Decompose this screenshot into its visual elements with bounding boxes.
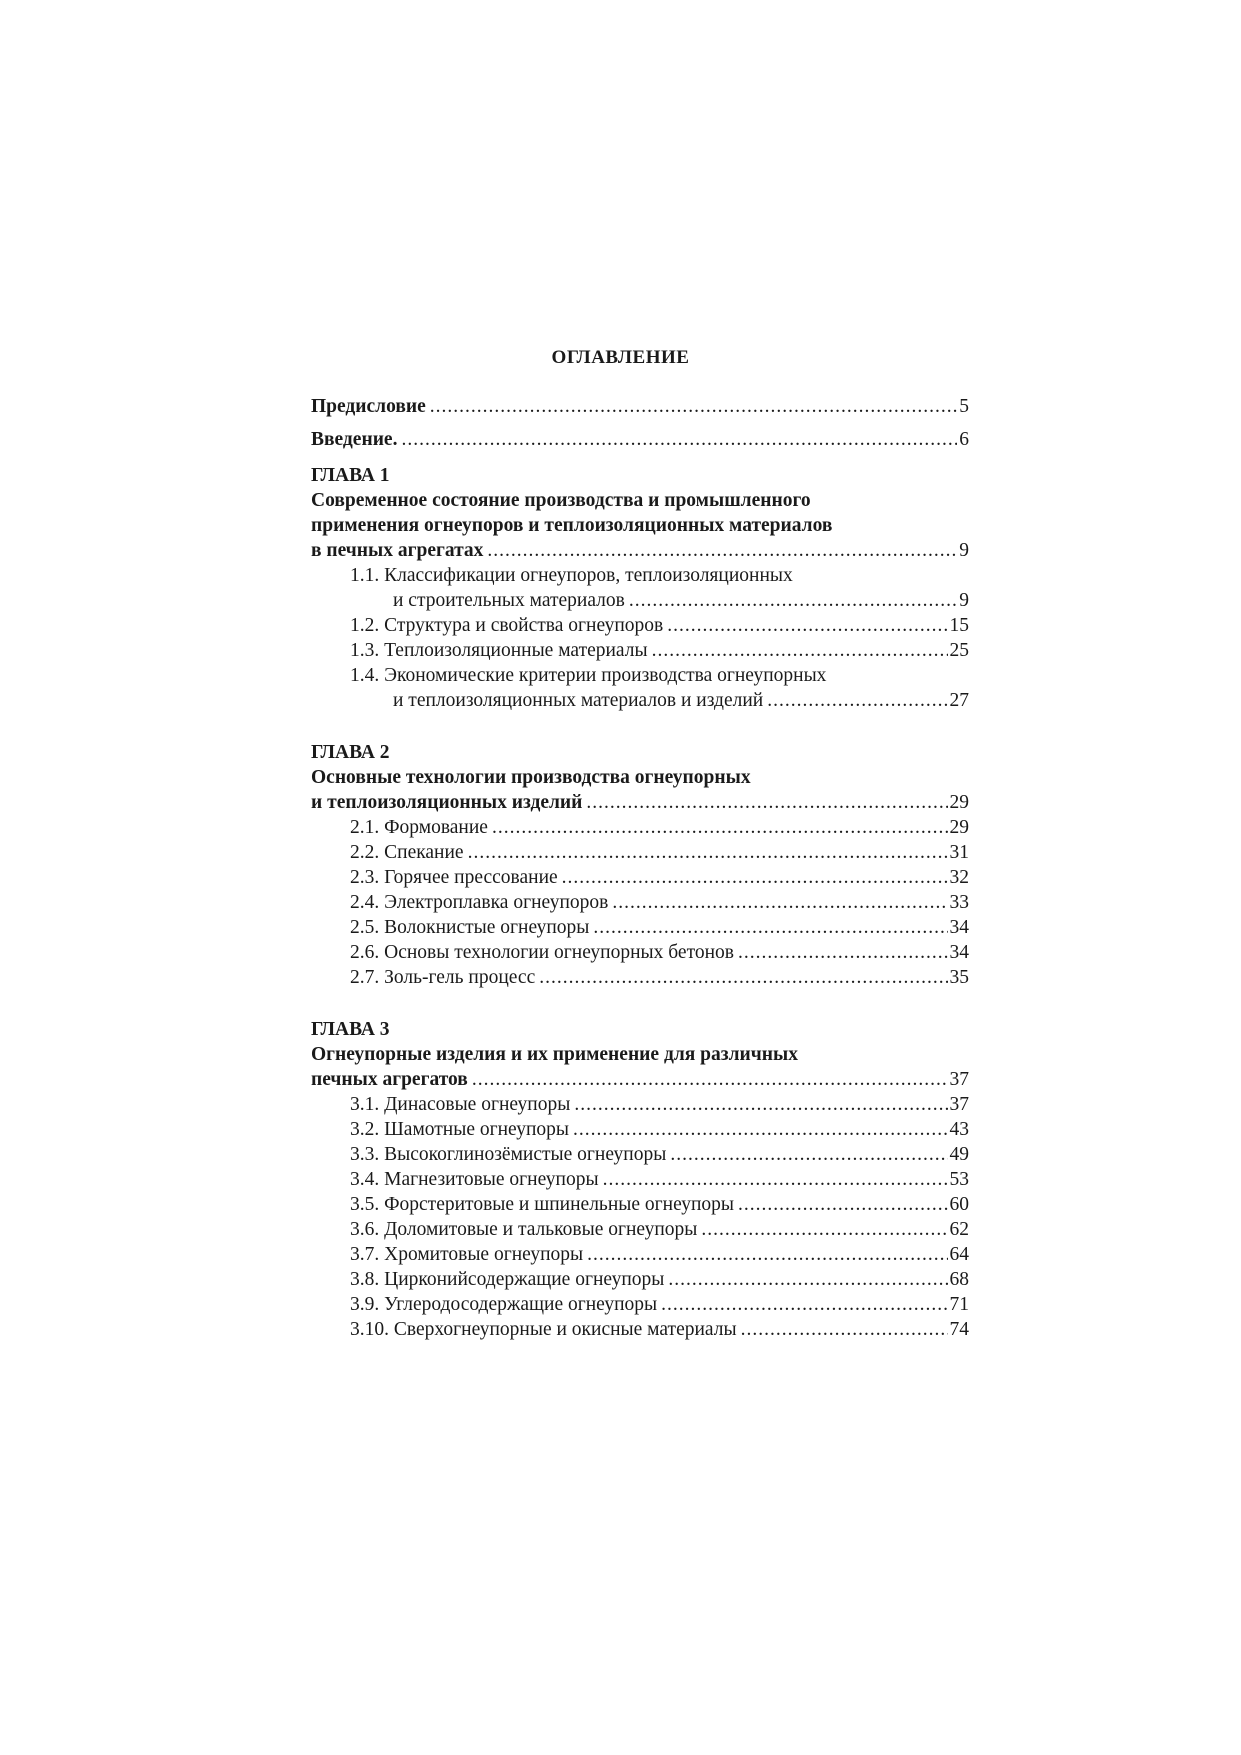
dot-leader [668,1267,947,1292]
dot-leader [767,688,947,713]
page-number: 31 [949,842,969,863]
entry-label: 3.4. Магнезитовые огнеупоры [350,1169,599,1190]
page-number: 60 [949,1194,969,1215]
toc-entry-section[interactable] [311,1267,969,1292]
page-number: 35 [949,967,969,988]
page-number: 25 [949,640,969,661]
page-number: 43 [949,1119,969,1140]
toc-entry-section[interactable] [311,1317,969,1342]
page-number: 6 [959,429,969,450]
entry-label: 3.1. Динасовые огнеупоры [350,1094,571,1115]
toc-entry-chapter-1[interactable] [311,538,969,563]
dot-leader [492,815,948,840]
chapter-3-heading: ГЛАВА 3 [311,1019,390,1040]
page-number: 74 [949,1319,969,1340]
dot-leader [667,613,947,638]
dot-leader [661,1292,947,1317]
entry-label: Предисловие [311,396,426,417]
page-number: 37 [949,1094,969,1115]
toc-entry-section[interactable] [311,940,969,965]
page-number: 33 [949,892,969,913]
dot-leader [629,588,957,613]
page-number: 9 [959,540,969,561]
toc-entry-section[interactable] [311,1292,969,1317]
entry-label: печных агрегатов [311,1069,468,1090]
toc-entry-1-4[interactable]: 1.4. Экономические критерии производства огнеупорных [350,665,827,686]
chapter-2-heading: ГЛАВА 2 [311,742,390,763]
chapter-1-title-line[interactable]: применения огнеупоров и теплоизоляционных материалов [311,515,833,536]
dot-leader [468,840,948,865]
dot-leader [612,890,947,915]
dot-leader [430,394,957,419]
entry-label: в печных агрегатах [311,540,484,561]
dot-leader [472,1067,948,1092]
page-number: 32 [949,867,969,888]
entry-label: и теплоизоляционных изделий [311,792,583,813]
page-number: 5 [959,396,969,417]
page-number: 34 [949,942,969,963]
page-number: 49 [949,1144,969,1165]
page-number: 15 [949,615,969,636]
toc-entry-1-1[interactable]: 1.1. Классификации огнеупоров, теплоизоляционных [350,565,793,586]
page-number: 53 [949,1169,969,1190]
entry-label: 2.2. Спекание [350,842,464,863]
toc-entry-chapter-2[interactable] [311,790,969,815]
entry-label: 3.2. Шамотные огнеупоры [350,1119,570,1140]
dot-leader [573,1117,947,1142]
toc-entry-section[interactable] [311,1242,969,1267]
page-number: 37 [949,1069,969,1090]
dot-leader [487,538,957,563]
entry-label: 1.2. Структура и свойства огнеупоров [350,615,664,636]
toc-entry-1-3[interactable] [311,638,969,663]
entry-label: 2.1. Формование [350,817,488,838]
entry-label: 3.5. Форстеритовые и шпинельные огнеупоры [350,1194,735,1215]
toc-entry-section[interactable] [311,1117,969,1142]
toc-entry-introduction[interactable] [311,427,969,452]
toc-entry-section[interactable] [311,865,969,890]
toc-entry-section[interactable] [311,1167,969,1192]
chapter-1-title-line[interactable]: Современное состояние производства и промышленного [311,490,811,511]
chapter-3-title-line[interactable]: Огнеупорные изделия и их применение для различных [311,1044,798,1065]
entry-label: 1.3. Теплоизоляционные материалы [350,640,648,661]
entry-label: 2.6. Основы технологии огнеупорных бетонов [350,942,734,963]
dot-leader [741,1317,948,1342]
dot-leader [670,1142,947,1167]
page-number: 34 [949,917,969,938]
entry-label: 2.5. Волокнистые огнеупоры [350,917,590,938]
page-number: 9 [959,590,969,611]
toc-entry-section[interactable] [311,1142,969,1167]
entry-label: 3.8. Цирконийсодержащие огнеупоры [350,1269,665,1290]
dot-leader [574,1092,947,1117]
toc-entry-section[interactable] [311,815,969,840]
toc-entry-1-4-cont[interactable] [311,688,969,713]
toc-entry-1-1-cont[interactable] [311,588,969,613]
toc-entry-section[interactable] [311,915,969,940]
page-number: 68 [949,1269,969,1290]
dot-leader [603,1167,948,1192]
dot-leader [562,865,948,890]
page-number: 62 [949,1219,969,1240]
page-number: 71 [949,1294,969,1315]
entry-label: и теплоизоляционных материалов и изделий [393,690,764,711]
entry-label: 3.7. Хромитовые огнеупоры [350,1244,584,1265]
page-number: 64 [949,1244,969,1265]
entry-label: 2.3. Горячее прессование [350,867,558,888]
entry-label: 3.10. Сверхогнеупорные и окисные материалы [350,1319,737,1340]
dot-leader [701,1217,947,1242]
entry-label: 2.4. Электроплавка огнеупоров [350,892,609,913]
dot-leader [593,915,947,940]
page-number: 29 [949,792,969,813]
toc-entry-section[interactable] [311,840,969,865]
dot-leader [586,790,947,815]
dot-leader [652,638,948,663]
toc-entry-section[interactable] [311,1192,969,1217]
toc-title: ОГЛАВЛЕНИЕ [551,347,690,368]
chapter-1-heading: ГЛАВА 1 [311,465,390,486]
dot-leader [587,1242,947,1267]
entry-label: 3.6. Доломитовые и тальковые огнеупоры [350,1219,698,1240]
entry-label: и строительных материалов [393,590,625,611]
dot-leader [738,940,948,965]
entry-label: 3.3. Высокоглинозёмистые огнеупоры [350,1144,667,1165]
dot-leader [738,1192,947,1217]
toc-entry-1-2[interactable] [311,613,969,638]
toc-entry-preface[interactable] [311,394,969,419]
entry-label: 2.7. Золь-гель процесс [350,967,536,988]
dot-leader [539,965,947,990]
entry-label: 3.9. Углеродосодержащие огнеупоры [350,1294,658,1315]
toc-entry-section[interactable] [311,1092,969,1117]
page-number: 29 [949,817,969,838]
toc-entry-section[interactable] [311,890,969,915]
toc-entry-section[interactable] [311,1217,969,1242]
table-of-contents [311,394,969,1342]
toc-entry-chapter-3[interactable] [311,1067,969,1092]
entry-label: Введение. [311,429,398,450]
toc-entry-section[interactable] [311,965,969,990]
chapter-2-title-line[interactable]: Основные технологии производства огнеупорных [311,767,751,788]
page-number: 27 [949,690,969,711]
dot-leader [401,427,957,452]
